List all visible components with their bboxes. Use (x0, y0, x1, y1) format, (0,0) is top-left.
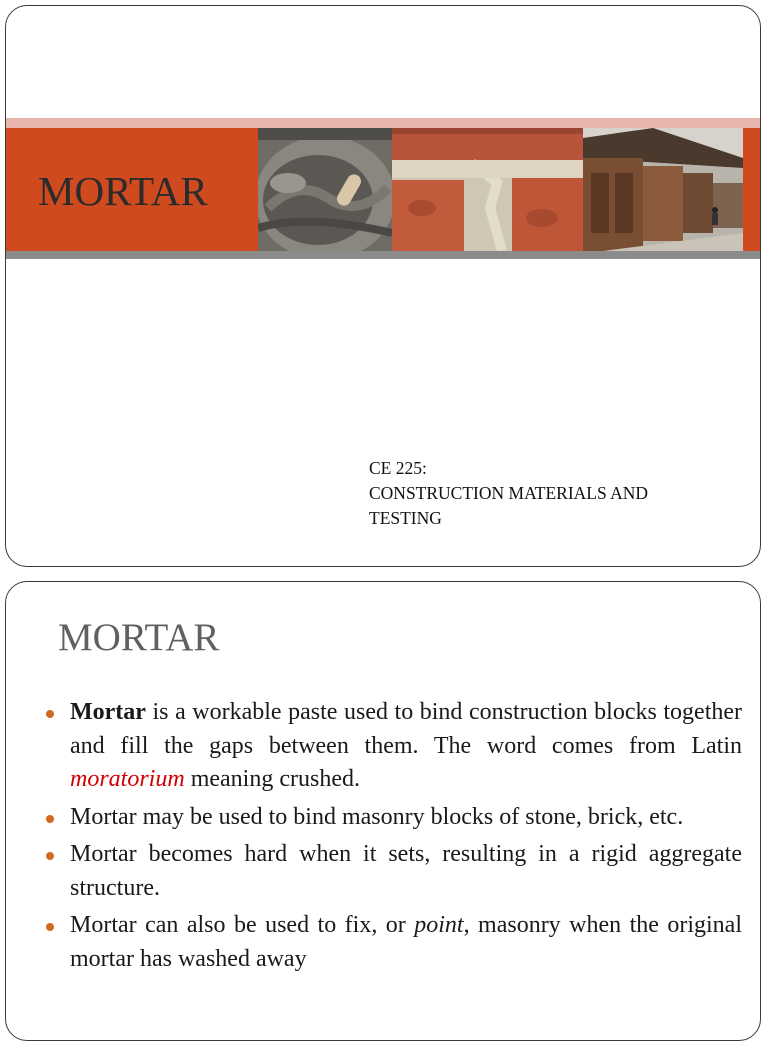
old-street-photo (583, 128, 743, 251)
bullet-item (44, 696, 742, 797)
bullet-text: Mortar may be used to bind masonry blocks of stone, brick, etc. (70, 803, 684, 830)
bullet-text: is a workable paste used to bind construction blocks together and fill the gaps between them. The word comes from Latin (70, 699, 742, 759)
bullet-text: Mortar becomes hard when it sets, resulting in a rigid aggregate structure. (70, 841, 742, 901)
bullet-item (44, 838, 742, 905)
brick-wall-photo (392, 128, 583, 251)
bullet-icon (46, 710, 54, 718)
content-slide (5, 581, 761, 1041)
slide-title: MORTAR (58, 616, 220, 659)
bullet-item (44, 909, 742, 976)
course-name-line2: TESTING (369, 508, 442, 528)
banner-top-stripe (6, 118, 760, 128)
course-code: CE 225: (369, 458, 427, 478)
bullet-icon (46, 815, 54, 823)
mortar-bucket-photo (258, 128, 392, 251)
bullet-list (44, 696, 742, 980)
bullet-icon (46, 923, 54, 931)
bullet-text: Mortar can also be used to fix, or (70, 912, 415, 938)
course-name-line1: CONSTRUCTION MATERIALS AND (369, 483, 649, 503)
title-slide (5, 5, 761, 567)
emphasis-term: moratorium (70, 766, 185, 792)
italic-term: point (414, 912, 464, 938)
bold-term: Mortar (70, 699, 146, 725)
course-subtitle (369, 456, 739, 531)
bullet-icon (46, 852, 54, 860)
bullet-text: , masonry when the original mortar has washed away (70, 912, 743, 972)
slide-title: MORTAR (38, 168, 208, 214)
bullet-text: meaning crushed. (184, 766, 360, 792)
bullet-item (44, 801, 742, 835)
banner-bottom-stripe (6, 251, 760, 259)
